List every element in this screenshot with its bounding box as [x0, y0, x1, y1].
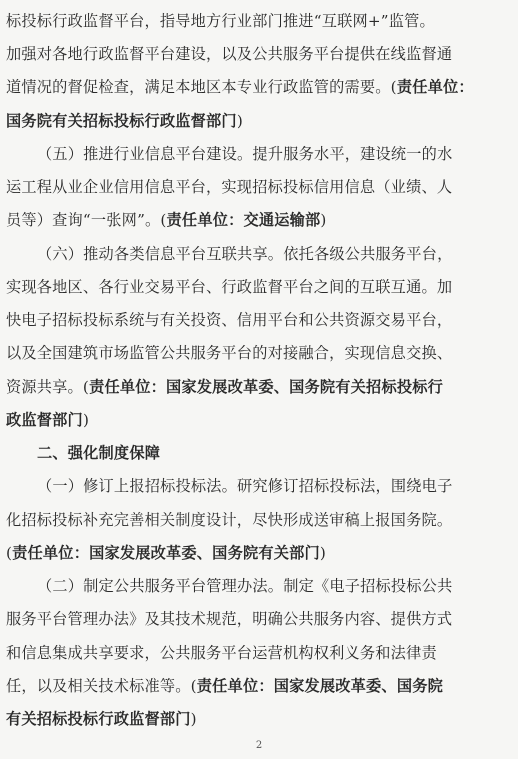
- body-text: ): [82, 411, 90, 429]
- paragraph-line: [6, 106, 514, 136]
- body-text: 快电子招标投标系统与有关投资、信用平台和公共资源交易平台，: [6, 311, 453, 329]
- responsible-unit-text: 政监督部门: [6, 411, 83, 429]
- body-text: 任，以及相关技术标准等。(: [6, 677, 197, 695]
- body-text: ): [190, 710, 197, 728]
- responsible-unit-text: 责任单位：国家发展改革委、国务院: [196, 677, 443, 695]
- body-text: 道情况的督促检查，满足本地区本专业行政监管的需要。(: [6, 78, 397, 96]
- paragraph-line: [6, 6, 514, 36]
- body-text: 和信息集成共享要求，公共服务平台运营机构权利义务和法律责: [6, 644, 437, 662]
- body-text: ): [319, 544, 327, 562]
- body-text: 运工程从业企业信用信息平台，实现招标投标信用信息（业绩、人: [6, 178, 453, 196]
- paragraph-line: [37, 239, 514, 269]
- body-text: 加强对各地行政监督平台建设，以及公共服务平台提供在线监督通: [6, 45, 453, 63]
- paragraph-line: [37, 471, 514, 501]
- paragraph-line: [6, 538, 514, 568]
- body-text: 实现各地区、各行业交易平台、行政监督平台之间的互联互通。加: [6, 278, 453, 296]
- body-text: 员等）查询“一张网”。(: [6, 211, 167, 229]
- paragraph-line: [6, 272, 514, 302]
- paragraph-line: [37, 438, 518, 468]
- body-text: 资源共享。(: [6, 378, 90, 396]
- body-text: 服务平台管理办法》及其技术规范，明确公共服务内容、提供方式: [6, 610, 453, 628]
- paragraph-line: [6, 405, 514, 435]
- body-text: 标投标行政监督平台，指导地方行业部门推进“互联网+”监管。: [6, 12, 435, 30]
- paragraph-line: [6, 704, 514, 734]
- body-text: （五）推进行业信息平台建设。提升服务水平，建设统一的水: [37, 145, 453, 163]
- body-text: （二）制定公共服务平台管理办法。制定《电子招标投标公共: [37, 577, 453, 595]
- paragraph-line: [6, 372, 514, 402]
- section-heading: 二、强化制度保障: [37, 444, 161, 462]
- body-text: ): [236, 112, 243, 130]
- responsible-unit-text: 责任单位：交通运输部: [166, 211, 321, 229]
- body-text: ): [320, 211, 327, 229]
- paragraph-line: [6, 305, 514, 335]
- paragraph-line: [6, 638, 514, 668]
- responsible-unit-text: 国务院有关招标投标行政监督部门: [6, 112, 237, 130]
- body-text: （一）修订上报招标投标法。研究修订招标投标法，围绕电子: [37, 477, 453, 495]
- responsible-unit-text: 责任单位：国家发展改革委、国务院有关招标投标行: [89, 378, 443, 396]
- paragraph-line: [6, 172, 514, 202]
- responsible-unit-text: 责任单位：: [396, 78, 474, 96]
- page-number: 2: [255, 740, 263, 751]
- paragraph-line: [6, 505, 514, 535]
- body-text: （六）推动各类信息平台互联共享。依托各级公共服务平台，: [37, 245, 453, 263]
- body-text: (: [6, 544, 13, 562]
- body-text: 化招标投标补充完善相关制度设计，尽快形成送审稿上报国务院。: [6, 511, 453, 529]
- paragraph-line: [37, 139, 514, 169]
- paragraph-line: [6, 39, 514, 69]
- paragraph-line: [6, 72, 514, 102]
- paragraph-line: [6, 671, 514, 701]
- paragraph-line: [6, 205, 514, 235]
- body-text: 以及全国建筑市场监管公共服务平台的对接融合，实现信息交换、: [6, 344, 453, 362]
- responsible-unit-text: 责任单位：国家发展改革委、国务院有关部门: [12, 544, 320, 562]
- responsible-unit-text: 有关招标投标行政监督部门: [6, 710, 191, 728]
- paragraph-line: [6, 338, 514, 368]
- paragraph-line: [6, 604, 514, 634]
- paragraph-line: [37, 571, 514, 601]
